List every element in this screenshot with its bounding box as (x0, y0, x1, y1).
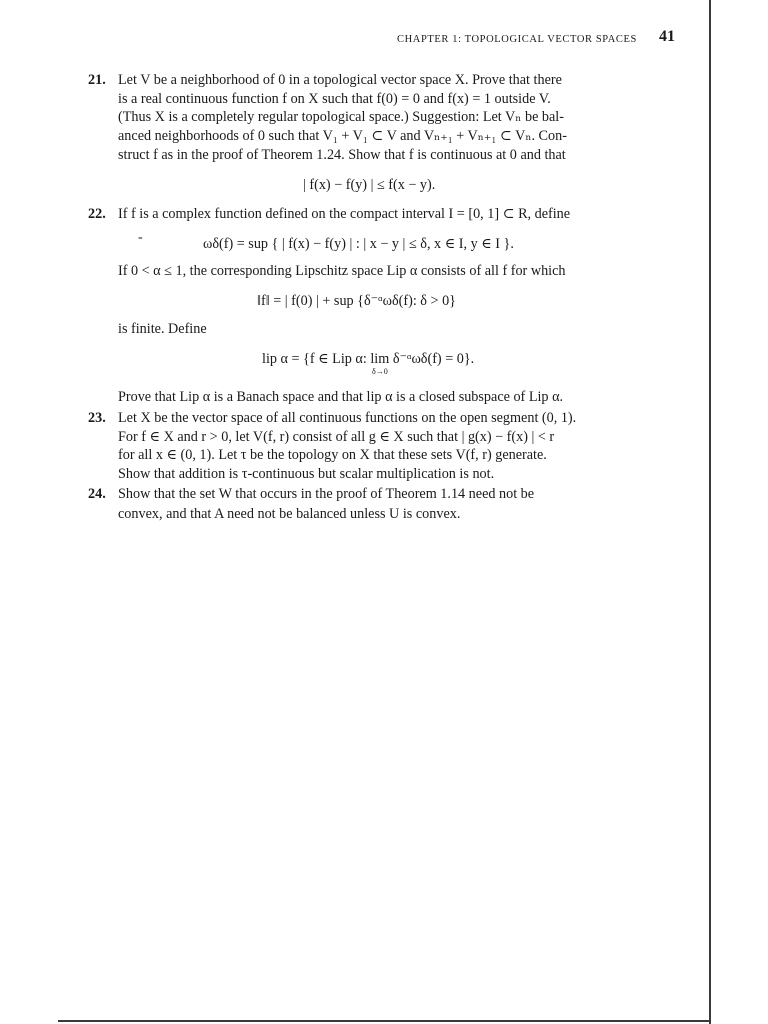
display-equation: ‖f‖ = | f(0) | + sup {δ⁻ᵅωδ(f): δ > 0} (257, 293, 456, 309)
text-line: Show that addition is τ-continuous but scalar multiplication is not. (118, 466, 495, 482)
problem-number: 21. (88, 72, 106, 88)
text-line: anced neighborhoods of 0 such that V₁ + V₁ ⊂ V and Vₙ₊₁ + Vₙ₊₁ ⊂ Vₙ. Con- (118, 128, 567, 144)
bottom-edge-rule (58, 1020, 710, 1022)
page-number: 41 (659, 28, 675, 45)
stray-mark: - (138, 230, 143, 245)
text-line: For f ∈ X and r > 0, let V(f, r) consist of all g ∈ X such that | g(x) − f(x) | < r (118, 429, 555, 445)
display-equation: lip α = {f ∈ Lip α: lim δ⁻ᵅωδ(f) = 0}. (262, 351, 475, 367)
problem-number: 23. (88, 410, 106, 426)
text-line: is finite. Define (118, 321, 207, 337)
right-edge-rule (709, 0, 711, 1024)
chapter-title: CHAPTER 1: TOPOLOGICAL VECTOR SPACES (396, 34, 637, 45)
text-line: If f is a complex function defined on the compact interval I = [0, 1] ⊂ R, define (118, 206, 571, 222)
text-line: Show that the set W that occurs in the proof of Theorem 1.14 need not be (118, 486, 535, 502)
text-line: Prove that Lip α is a Banach space and that lip α is a closed subspace of Lip α. (118, 389, 564, 405)
text-line: for all x ∈ (0, 1). Let τ be the topology on X that these sets V(f, r) generate. (118, 447, 547, 463)
text-line: (Thus X is a completely regular topological space.) Suggestion: Let Vₙ be bal- (118, 109, 564, 125)
text-line: convex, and that A need not be balanced unless U is convex. (118, 506, 461, 522)
limit-subscript: δ→0 (372, 367, 388, 376)
text-line: struct f as in the proof of Theorem 1.24. Show that f is continuous at 0 and that (118, 147, 566, 163)
text-line: If 0 < α ≤ 1, the corresponding Lipschitz space Lip α consists of all f for which (118, 263, 566, 279)
problem-number: 22. (88, 206, 106, 222)
running-header (0, 28, 675, 52)
text-line: is a real continuous function f on X such that f(0) = 0 and f(x) = 1 outside V. (118, 91, 551, 107)
display-equation: | f(x) − f(y) | ≤ f(x − y). (303, 177, 436, 193)
display-equation: ωδ(f) = sup { | f(x) − f(y) | : | x − y | ≤ δ, x ∈ I, y ∈ I }. (203, 236, 514, 252)
problem-number: 24. (88, 486, 106, 502)
text-line: Let X be the vector space of all continuous functions on the open segment (0, 1). (118, 410, 577, 426)
text-line: Let V be a neighborhood of 0 in a topological vector space X. Prove that there (118, 72, 562, 88)
